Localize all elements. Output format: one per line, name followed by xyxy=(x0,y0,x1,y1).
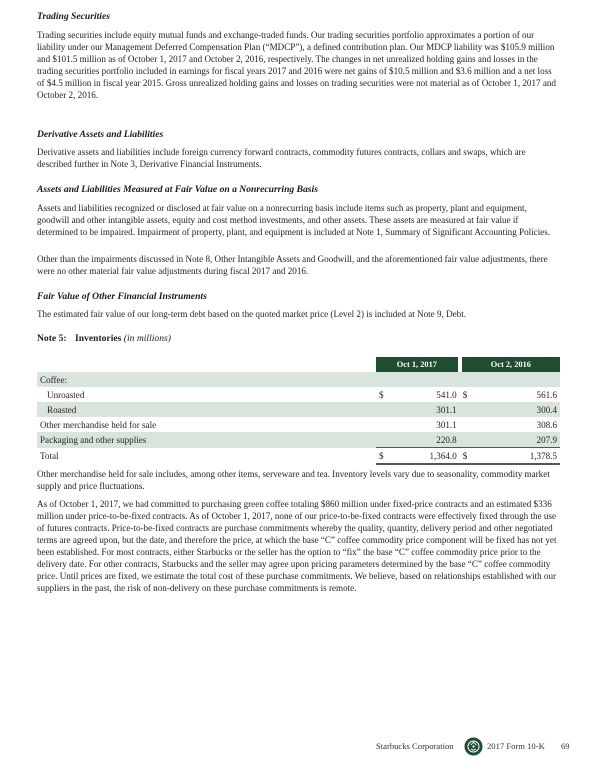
trading-securities-heading: Trading Securities xyxy=(37,11,110,22)
inventory-paragraph-1: Other merchandise held for sale includes, among other items, serveware and tea. Inventory levels vary due to seasonality, commodity market supply and price fluctuations. xyxy=(37,469,550,491)
nonrecurring-paragraph-1: Assets and liabilities recognized or disclosed at fair value on a nonrecurring basis include items such as property, plant and equipment, goodwill and other intangible assets, equity and cost method investments, and other assets. These assets are measured at fair value if determined to be impaired. Impairment of property, plant, and equipment is included at Note 1, Summary of Significant Accounting Policies. xyxy=(37,203,551,237)
column-header-2017: Oct 1, 2017 xyxy=(376,357,460,372)
table-row-total: Total $ 1,364.0 $ 1,378.5 xyxy=(37,448,560,465)
cell-value: 541.0 xyxy=(436,389,457,400)
cell-value: 1,364.0 xyxy=(392,448,460,465)
note-number: Note 5: xyxy=(37,333,67,344)
row-label: Packaging and other supplies xyxy=(37,432,376,448)
cell-value: 1,378.5 xyxy=(476,448,560,465)
page-number: 69 xyxy=(561,741,570,751)
trading-securities-paragraph: Trading securities include equity mutual funds and exchange-traded funds. Our trading securities portfolio approximates a portion of our liability under our Management Deferred Compensation Plan (“MDCP”), a defined contribution plan. Our MDCP liability was $105.9 million and $101.5 million as of October 1, 2017 and October 2, 2016, respectively. The changes in net unrealized holding gains and losses in the trading securities portfolio included in earnings for fiscal years 2017 and 2016 were net gains of $10.5 million and $3.6 million and a net loss of $4.5 million in fiscal year 2015. Gross unrealized holding gains and losses on trading securities were not material as of October 1, 2017 and October 2, 2016. xyxy=(37,30,556,100)
derivative-heading: Derivative Assets and Liabilities xyxy=(37,129,164,140)
row-label: Roasted xyxy=(37,402,376,417)
inventory-paragraph-2: As of October 1, 2017, we had committed to purchasing green coffee totaling $860 million under fixed-price contracts and an estimated $336 million under price-to-be-fixed contracts. As of October 1, 2017, none of our price-to-be-fixed contracts were effectively fixed through the use of futures contracts. Price-to-be-fixed contracts are purchase commitments whereby the quality, quantity, delivery period and other negotiated terms are agreed upon, but the date, and therefore the price, at which the base “C” coffee commodity price component will be fixed has not yet been established. For most contracts, either Starbucks or the seller has the option to “fix” the base “C” coffee commodity price prior to the delivery date. For other contracts, Starbucks and the seller may agree upon pricing parameters determined by the base “C” coffee commodity price. Until prices are fixed, we estimate the total cost of these purchase commitments. We believe, based on relationships established with our suppliers in the past, the risk of non-delivery on these purchase commitments is remote. xyxy=(37,499,557,593)
cell-value: 300.4 xyxy=(476,402,560,417)
column-header-2016: Oct 2, 2016 xyxy=(460,357,560,372)
table-row-unroasted: Unroasted $ 541.0 $ 561.6 xyxy=(37,387,560,402)
row-label: Total xyxy=(40,450,59,461)
table-row-other-merchandise xyxy=(37,417,560,432)
note-unit: (in millions) xyxy=(123,333,171,344)
note-name: Inventories xyxy=(74,333,122,344)
cell-value: 308.6 xyxy=(536,419,557,430)
row-label: Unroasted xyxy=(47,389,85,400)
nonrecurring-heading: Assets and Liabilities Measured at Fair Value on a Nonrecurring Basis xyxy=(37,184,318,195)
starbucks-logo-icon xyxy=(464,737,483,756)
cell-value: 301.1 xyxy=(436,419,457,430)
footer-form: 2017 Form 10-K xyxy=(487,741,545,751)
fair-value-heading: Fair Value of Other Financial Instruments xyxy=(37,291,207,302)
note-5-title xyxy=(37,333,171,344)
cell-value: 220.8 xyxy=(392,432,460,448)
fair-value-paragraph: The estimated fair value of our long-term debt based on the quoted market price (Level 2) is included at Note 9, Debt. xyxy=(37,309,467,319)
derivative-paragraph: Derivative assets and liabilities include foreign currency forward contracts, commodity futures contracts, collars and swaps, which are described further in Note 3, Derivative Financial Instruments. xyxy=(37,147,526,169)
table-row-coffee xyxy=(37,372,560,387)
row-label: Coffee: xyxy=(37,372,376,387)
table-header-row xyxy=(37,357,560,372)
row-label: Other merchandise held for sale xyxy=(40,419,157,430)
cell-value: 561.6 xyxy=(536,389,557,400)
footer-company: Starbucks Corporation xyxy=(376,741,454,751)
inventories-table xyxy=(37,357,560,465)
cell-value: 301.1 xyxy=(392,402,460,417)
table-row-roasted xyxy=(37,402,560,417)
table-row-packaging xyxy=(37,432,560,448)
cell-value: 207.9 xyxy=(476,432,560,448)
nonrecurring-paragraph-2: Other than the impairments discussed in Note 8, Other Intangible Assets and Goodwill, and the aforementioned fair value adjustments, there were no other material fair value adjustments during fiscal 2017 and 2016. xyxy=(37,254,548,276)
